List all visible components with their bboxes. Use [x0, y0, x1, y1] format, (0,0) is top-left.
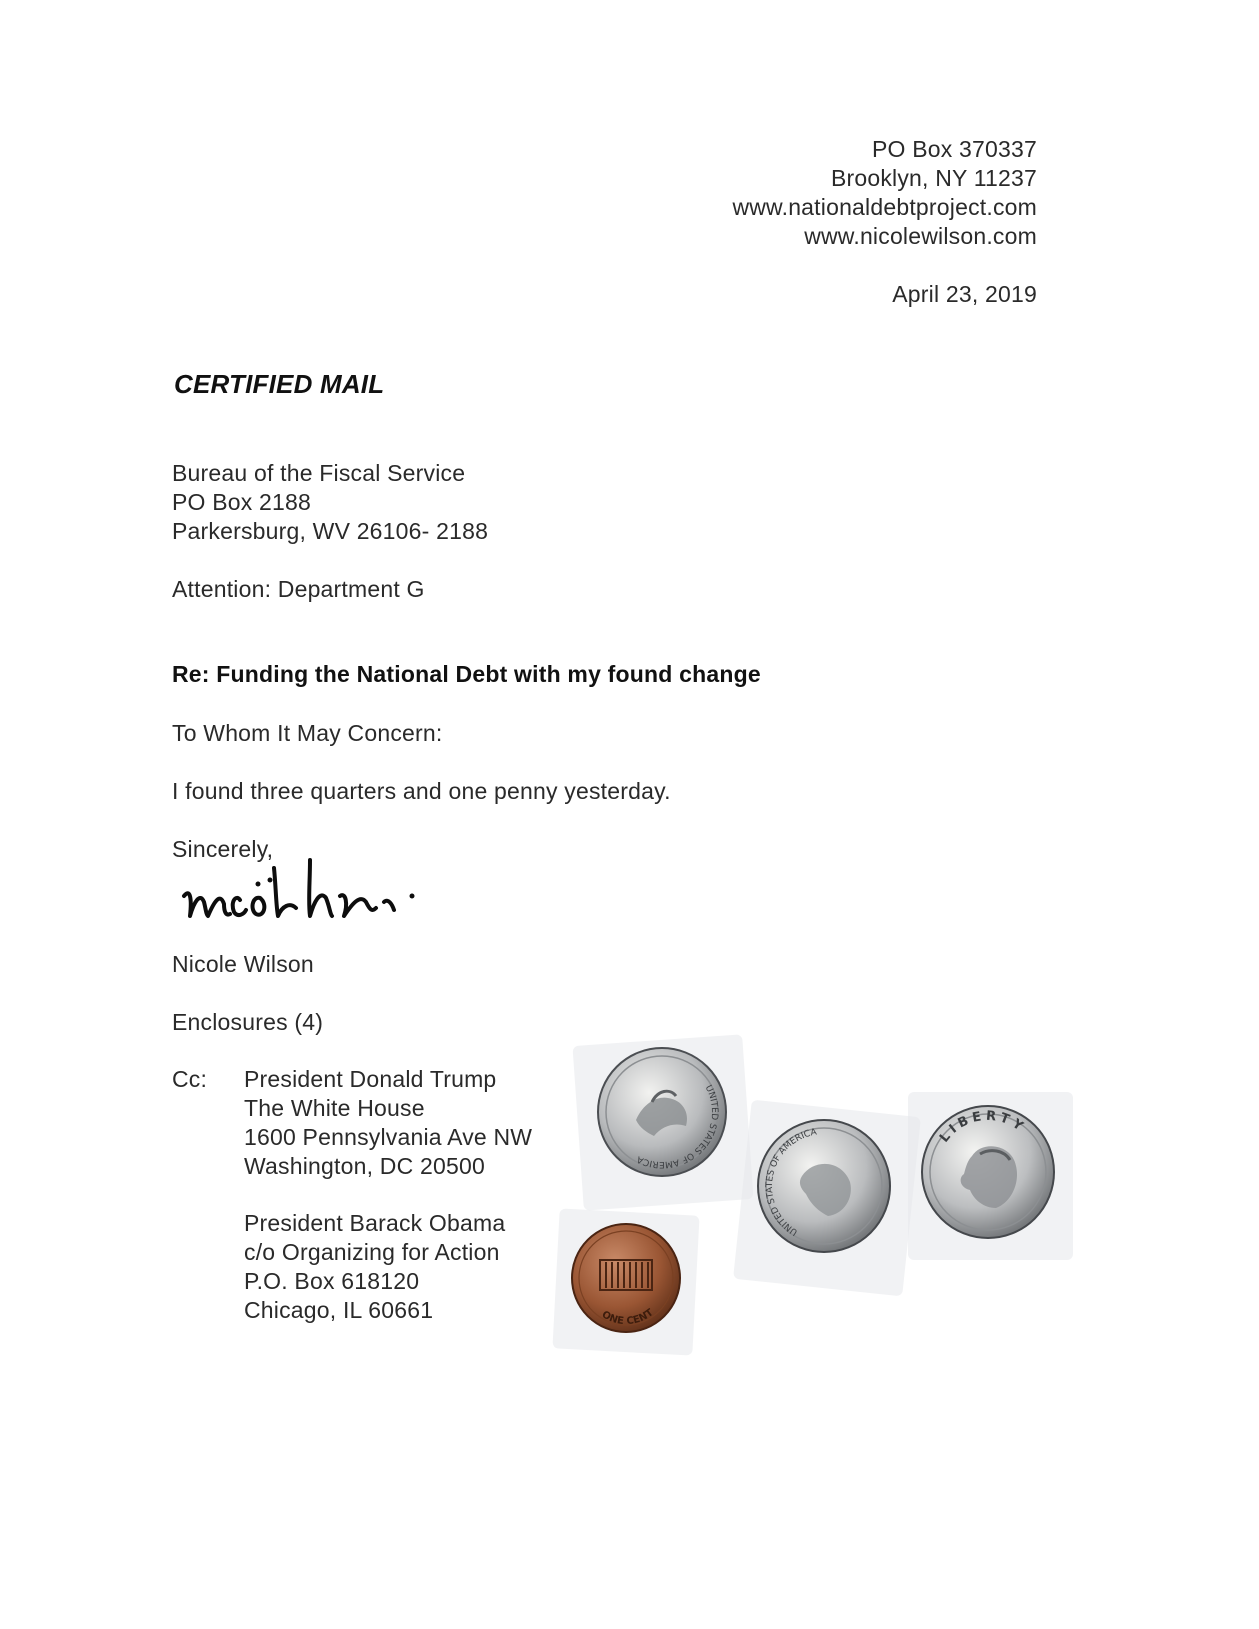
cc-recipient-line: The White House [244, 1095, 425, 1121]
coin-rim-text: UNITED STATES OF AMERICA [764, 1127, 818, 1237]
coin-rim-text: UNITED STATES OF AMERICA [635, 1083, 720, 1170]
cc-label: Cc: [172, 1066, 208, 1092]
penny-coin [570, 1222, 682, 1334]
body-text: I found three quarters and one penny yesterday. [172, 778, 671, 804]
signer-name: Nicole Wilson [172, 951, 314, 977]
quarter-coin-obverse [756, 1118, 892, 1254]
cc-recipient-line: President Barack Obama [244, 1210, 506, 1236]
recipient-attention: Attention: Department G [172, 576, 425, 602]
recipient-address-line2: Parkersburg, WV 26106- 2188 [172, 518, 489, 544]
enclosures: Enclosures (4) [172, 1009, 324, 1035]
sender-address-line2: Brooklyn, NY 11237 [830, 165, 1037, 191]
recipient-address-line1: PO Box 2188 [172, 489, 312, 515]
cc-recipient-line: President Donald Trump [244, 1066, 497, 1092]
sender-address-line1: PO Box 370337 [872, 136, 1037, 162]
coin-rim-text: ONE CENT [599, 1307, 656, 1328]
closing: Sincerely, [172, 836, 274, 862]
quarter-coin-liberty [920, 1104, 1056, 1240]
cc-recipient-line: P.O. Box 618120 [244, 1268, 420, 1294]
sender-website-1: www.nationaldebtproject.com [732, 194, 1037, 220]
salutation: To Whom It May Concern: [172, 720, 443, 746]
cc-recipient-line: Chicago, IL 60661 [244, 1297, 434, 1323]
quarter-coin-reverse [596, 1046, 728, 1178]
recipient-name: Bureau of the Fiscal Service [172, 460, 466, 486]
signature [180, 858, 430, 928]
cc-recipient-line: Washington, DC 20500 [244, 1153, 485, 1179]
certified-mail-heading: CERTIFIED MAIL [174, 369, 385, 399]
sender-website-2: www.nicolewilson.com [804, 223, 1037, 249]
letter-date: April 23, 2019 [892, 281, 1037, 307]
cc-recipient-line: 1600 Pennsylvania Ave NW [244, 1124, 533, 1150]
cc-recipient-line: c/o Organizing for Action [244, 1239, 500, 1265]
coin-rim-text: LIBERTY [936, 1108, 1029, 1146]
subject-line: Re: Funding the National Debt with my found change [172, 661, 761, 687]
